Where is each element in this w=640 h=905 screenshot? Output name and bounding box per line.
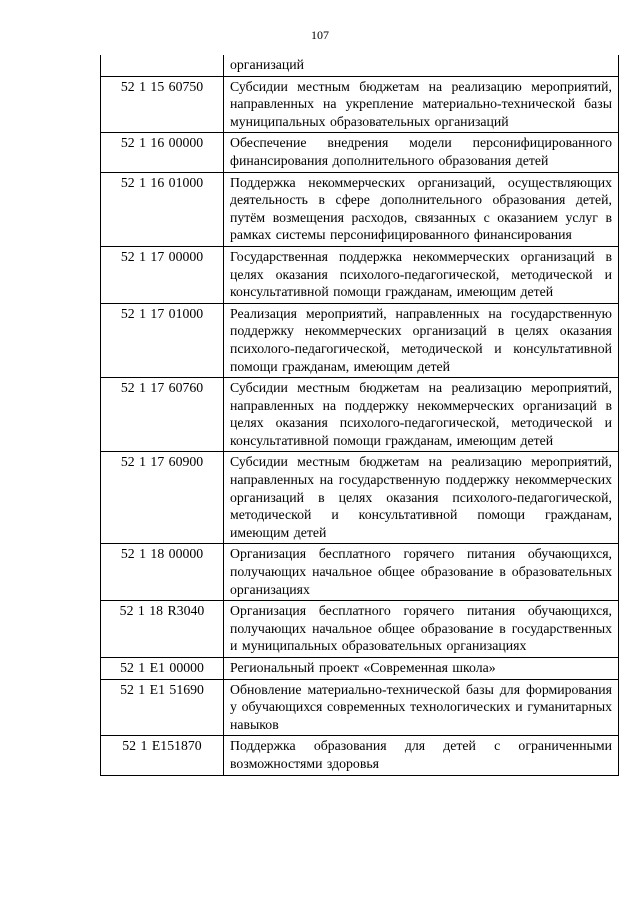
table-row xyxy=(101,736,619,775)
text-cell: Поддержка некоммерческих организаций, осуществляющих деятельность в сфере дополнительного образования детей, путём возмещения расходов, связанных с оказанием услуг в рамках системы персонифицированного финансирования xyxy=(224,172,619,246)
code-cell: 52 1 18 R3040 xyxy=(101,601,224,658)
table-row xyxy=(101,246,619,303)
text-cell: Субсидии местным бюджетам на реализацию мероприятий, направленных на укрепление материально-технической базы муниципальных образовательных организаций xyxy=(224,76,619,133)
code-cell xyxy=(101,55,224,76)
table-row xyxy=(101,601,619,658)
table-row xyxy=(101,679,619,736)
text-cell: Субсидии местным бюджетам на реализацию мероприятий, направленных на государственную поддержку некоммерческих организаций в целях оказания психолого-педагогической, методической и консультативной помощи гражданам, имеющим детей xyxy=(224,452,619,544)
code-cell: 52 1 E1 00000 xyxy=(101,658,224,680)
table-row xyxy=(101,452,619,544)
table-row xyxy=(101,172,619,246)
text-cell: Поддержка образования для детей с ограниченными возможностями здоровья xyxy=(224,736,619,775)
table-row xyxy=(101,303,619,377)
code-cell: 52 1 E1 51690 xyxy=(101,679,224,736)
text-cell: Региональный проект «Современная школа» xyxy=(224,658,619,680)
table-row xyxy=(101,76,619,133)
table-body xyxy=(101,55,619,775)
code-cell: 52 1 17 60760 xyxy=(101,378,224,452)
text-cell: Реализация мероприятий, направленных на государственную поддержку некоммерческих организаций в целях оказания психолого-педагогической, методической и консультативной помощи гражданам, имеющим детей xyxy=(224,303,619,377)
classification-table xyxy=(100,55,619,776)
code-cell: 52 1 17 01000 xyxy=(101,303,224,377)
page-number: 107 xyxy=(311,28,329,42)
table-row xyxy=(101,133,619,172)
text-cell: Субсидии местным бюджетам на реализацию мероприятий, направленных на поддержку некоммерческих организаций в целях оказания психолого-педагогической, методической и консультативной помощи гражданам, имеющим детей xyxy=(224,378,619,452)
table-row xyxy=(101,55,619,76)
code-cell: 52 1 17 00000 xyxy=(101,246,224,303)
code-cell: 52 1 17 60900 xyxy=(101,452,224,544)
text-cell: Обеспечение внедрения модели персонифицированного финансирования дополнительного образования детей xyxy=(224,133,619,172)
code-cell: 52 1 15 60750 xyxy=(101,76,224,133)
code-cell: 52 1 16 00000 xyxy=(101,133,224,172)
text-cell: Обновление материально-технической базы для формирования у обучающихся современных технологических и гуманитарных навыков xyxy=(224,679,619,736)
text-cell: Государственная поддержка некоммерческих организаций в целях оказания психолого-педагогической, методической и консультативной помощи гражданам, имеющим детей xyxy=(224,246,619,303)
code-cell: 52 1 E151870 xyxy=(101,736,224,775)
text-cell: организаций xyxy=(224,55,619,76)
table-row xyxy=(101,378,619,452)
table-row xyxy=(101,544,619,601)
text-cell: Организация бесплатного горячего питания обучающихся, получающих начальное общее образование в государственных и муниципальных образовательных организациях xyxy=(224,601,619,658)
code-cell: 52 1 18 00000 xyxy=(101,544,224,601)
table-row xyxy=(101,658,619,680)
text-cell: Организация бесплатного горячего питания обучающихся, получающих начальное общее образование в образовательных организациях xyxy=(224,544,619,601)
code-cell: 52 1 16 01000 xyxy=(101,172,224,246)
